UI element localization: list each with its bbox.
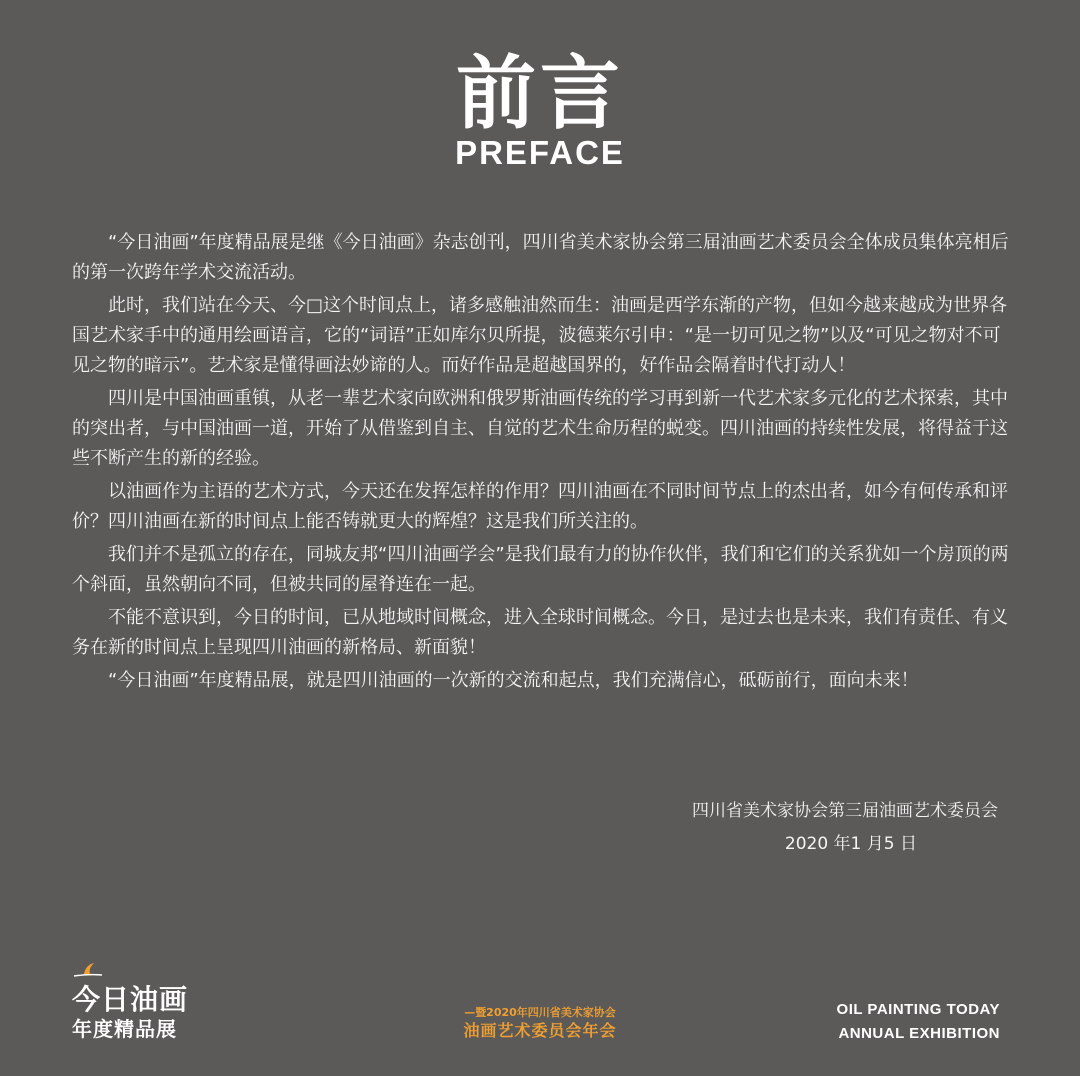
english-caption (837, 998, 1000, 1046)
signature-date: 2020 年1 月5 日 (784, 834, 917, 854)
signature-org: 四川省美术家协会第三届油画艺术委员会 (692, 801, 998, 821)
paragraph: 四川是中国油画重镇，从老一辈艺术家向欧洲和俄罗斯油画传统的学习再到新一代艺术家多元化的艺术探索，其中的突出者，与中国油画一道，开始了从借鉴到自主、自觉的艺术生命历程的蜕变。四川油画的持续性发展，将得益于这些不断产生的新的经验。 (72, 388, 1008, 469)
paragraph: 不能不意识到，今日的时间，已从地域时间概念，进入全球时间概念。今日，是过去也是未来，我们有责任、有义务在新的时间点上呈现四川油画的新格局、新面貌！ (72, 607, 1008, 658)
paragraph: 以油画作为主语的艺术方式，今天还在发挥怎样的作用？四川油画在不同时间节点上的杰出者，如今有何传承和评价？四川油画在新的时间点上能否铸就更大的辉煌？这是我们所关注的。 (72, 481, 1008, 532)
logo-subtitle: 年度精品展 (72, 1017, 177, 1041)
paragraph: “今日油画”年度精品展是继《今日油画》杂志创刊，四川省美术家协会第三届油画艺术委员会全体成员集体亮相后的第一次跨年学术交流活动。 (72, 232, 1009, 283)
english-caption-line1: OIL PAINTING TODAY (836, 1001, 1000, 1018)
signature-block (692, 795, 998, 861)
event-caption-line2: 油画艺术委员会年会 (463, 1021, 617, 1040)
paragraph: “今日油画”年度精品展，就是四川油画的一次新的交流和起点，我们充满信心，砥砺前行，面向未来！ (108, 670, 919, 691)
paragraph: 此时，我们站在今天、今□这个时间点上，诸多感触油然而生：油画是西学东渐的产物，但如今越来越成为世界各国艺术家手中的通用绘画语言，它的“词语”正如库尔贝所提，波德莱尔引申：“是一切可见之物”以及“可见之物对不可见之物的暗示”。艺术家是懂得画法妙谛的人。而好作品是超越国界的，好作品会隔着时代打动人！ (72, 295, 1008, 376)
page-subtitle: PREFACE (455, 134, 625, 171)
english-caption-line2: ANNUAL EXHIBITION (838, 1025, 1000, 1042)
logo-title: 今日油画 (72, 983, 189, 1016)
event-caption-line1: —暨2020年四川省美术家协会 (464, 1006, 616, 1019)
brush-stroke-logo-icon (72, 962, 104, 978)
paragraph: 我们并不是孤立的存在，同城友邦“四川油画学会”是我们最有力的协作伙伴，我们和它们的关系犹如一个房顶的两个斜面，虽然朝向不同，但被共同的屋脊连在一起。 (72, 544, 1009, 595)
preface-body (72, 228, 1012, 699)
page-title: 前言 (456, 47, 624, 140)
